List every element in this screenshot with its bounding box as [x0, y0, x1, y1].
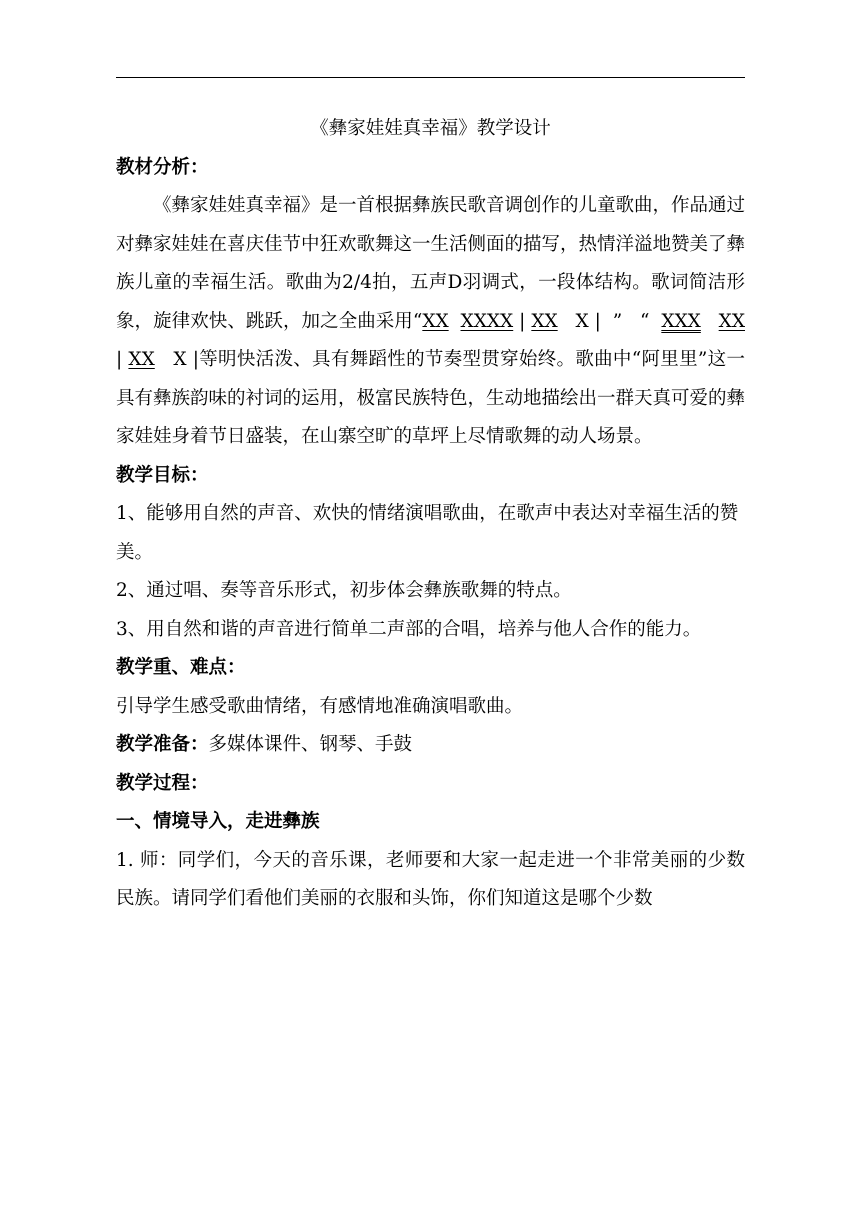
analysis-text-2: |等明快活泼、具有舞蹈性的节奏型贯穿始终。歌曲中“阿里里”这一具有彝族韵味的衬词的运用，极富民族特色，生动地描绘出一群天真可爱的彝家娃娃身着节日盛装，在山寨空旷的草坪上尽情歌舞的动人场景。 — [116, 349, 746, 447]
rhythm-xx: XX — [422, 310, 449, 332]
preparation-text: 多媒体课件、钢琴、手鼓 — [208, 734, 413, 755]
rhythm-x: X | — [575, 310, 601, 332]
goal-item-3: 3、用自然和谐的声音进行简单二声部的合唱，培养与他人合作的能力。 — [116, 618, 702, 640]
rhythm-xxxx: XXXX — [460, 310, 514, 332]
analysis-heading: 教材分析： — [116, 156, 209, 178]
analysis-text-1: 《彝家娃娃真幸福》是一首根据彝族民歌音调创作的儿童歌曲，作品通过对彝家娃娃在喜庆佳节中狂欢歌舞这一生活侧面的描写，热情洋溢地赞美了彝族儿童的幸福生活。歌曲为2/4拍，五声D羽调式，一段体结构。歌词简洁形象，旋律欢快、跳跃，加之全曲采用“ — [116, 195, 746, 332]
rhythm-xxx: XXX — [661, 310, 701, 332]
rhythm-xx-3: XX — [718, 310, 745, 332]
document-title: 《彝家娃娃真幸福》教学设计 — [310, 118, 551, 139]
rhythm-open-quote: “ — [639, 310, 650, 332]
rhythm-close-quote: ” — [612, 310, 623, 332]
step1-text: 1. 师：同学们，今天的音乐课，老师要和大家一起走进一个非常美丽的少数民族。请同学们看他们美丽的衣服和头饰，你们知道这是哪个少数 — [116, 849, 745, 909]
rhythm-xx-2: XX — [531, 310, 558, 332]
rhythm-xx-4: XX — [128, 349, 155, 370]
document-body — [116, 110, 745, 919]
key-points-text: 引导学生感受歌曲情绪，有感情地准确演唱歌曲。 — [116, 695, 524, 717]
key-points-heading: 教学重、难点： — [116, 657, 246, 678]
goal-item-1: 1、能够用自然的声音、欢快的情绪演唱歌曲，在歌声中表达对幸福生活的赞美。 — [116, 503, 739, 563]
goals-heading: 教学目标： — [116, 464, 209, 486]
preparation-label: 教学准备： — [116, 734, 209, 755]
step1-heading: 一、情境导入，走进彝族 — [116, 811, 320, 832]
rhythm-x-2: X — [173, 349, 187, 370]
preparation-line — [116, 726, 745, 765]
process-heading: 教学过程： — [116, 772, 209, 794]
header-rule — [116, 77, 745, 78]
analysis-paragraph: 《彝家娃娃真幸福》是一首根据彝族民歌音调创作的儿童歌曲，作品通过对彝家娃娃在喜庆佳节中狂欢歌舞这一生活侧面的描写，热情洋溢地赞美了彝族儿童的幸福生活。歌曲为2/4拍，五声D羽调式，一段体结构。歌词简洁形象，旋律欢快、跳跃，加之全曲采用“XX XXXX | XX X | ” “ XXX XX | XX X |等明快活泼、具有舞蹈性的节奏型贯穿始终。歌曲中“阿里里”这一具有彝族韵味的衬词的运用，极富民族特色，生动地描绘出一群天真可爱的彝家娃娃身着节日盛装，在山寨空旷的草坪上尽情歌舞的动人场景。 — [116, 195, 746, 447]
goal-item-2: 2、通过唱、奏等音乐形式，初步体会彝族歌舞的特点。 — [116, 580, 572, 601]
